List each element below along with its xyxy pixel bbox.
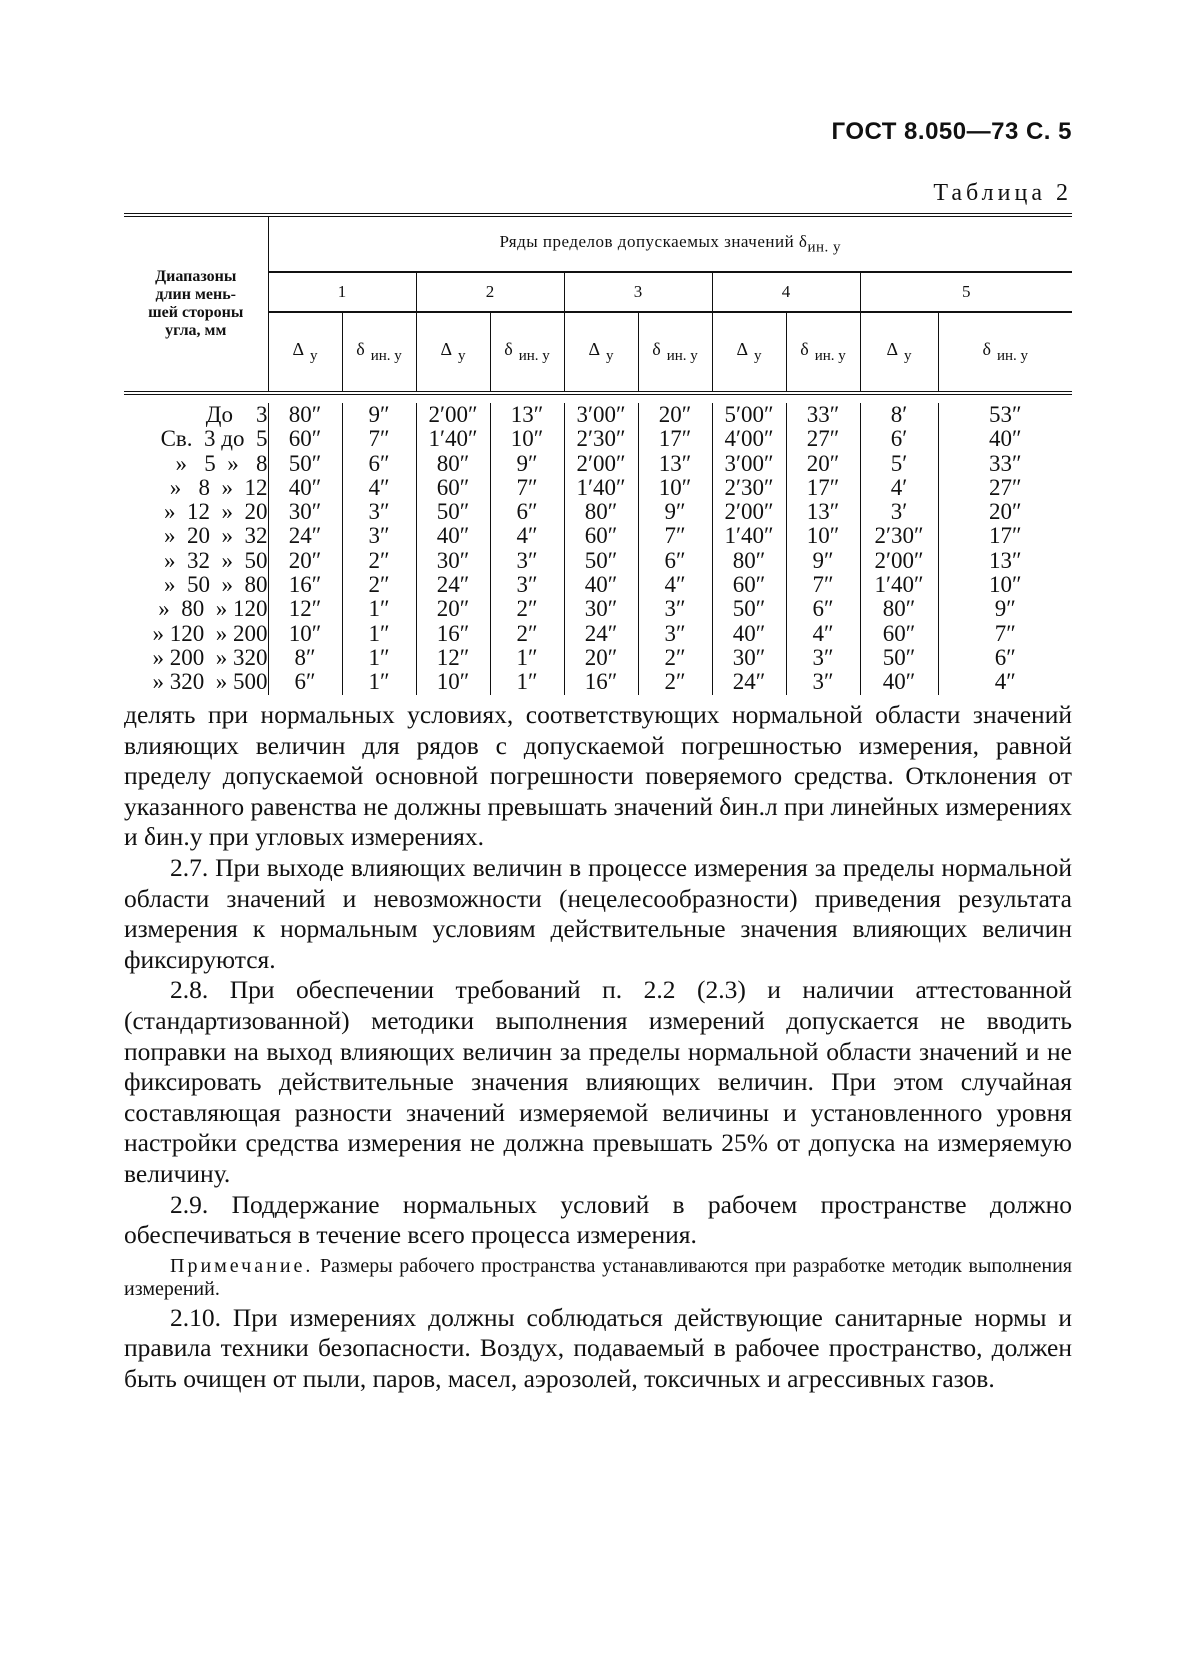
value-cell: 1′40″ (860, 573, 938, 597)
value-cell: 40″ (860, 670, 938, 694)
value-cell: 60″ (268, 427, 342, 451)
value-cell: 60″ (416, 476, 490, 500)
value-cell: 10″ (786, 524, 860, 548)
delta-header-2: Δ $_у$ (416, 312, 490, 393)
value-cell: 10″ (638, 476, 712, 500)
value-cell: 2″ (342, 573, 416, 597)
value-cell: 2″ (490, 622, 564, 646)
value-cell: 40″ (416, 524, 490, 548)
value-cell: 4′ (860, 476, 938, 500)
value-cell: 2″ (490, 597, 564, 621)
delta-header-5: Δ $_у$ (860, 312, 938, 393)
table-row (124, 500, 1072, 524)
delta-inu-header-1: δ $_{ин. у}$ (342, 312, 416, 393)
delta-header-1: Δ $_у$ (268, 312, 342, 393)
value-cell: 24″ (564, 622, 638, 646)
value-cell: 13″ (988, 547, 1022, 573)
value-cell: 2′00″ (416, 403, 490, 427)
value-cell: 30″ (416, 549, 490, 573)
note-text: Размеры рабочего пространства устанавливаются при разработке методик выполнения измерений. (124, 1254, 1072, 1300)
value-cell: 7″ (638, 524, 712, 548)
value-cell: 8′ (860, 403, 938, 427)
range-cell: » 80 » 120 (124, 597, 268, 621)
value-cell: 3′00″ (564, 403, 638, 427)
value-cell: 80″ (860, 597, 938, 621)
value-cell: 3″ (638, 622, 712, 646)
value-cell: 1″ (342, 670, 416, 694)
value-cell: 6″ (490, 500, 564, 524)
value-cell: 4″ (638, 573, 712, 597)
range-cell: » 320 » 500 (124, 670, 268, 694)
value-cell: 50″ (564, 549, 638, 573)
value-cell: 30″ (564, 597, 638, 621)
note-label: Примечание. (170, 1254, 314, 1277)
value-cell: 6″ (786, 597, 860, 621)
paragraph-2-10: 2.10. При измерениях должны соблюдаться действующие санитарные нормы и правила техники безопасности. Воздух, подаваемый в рабочее пространство, должен быть очищен от пыли, паров, масел, аэрозолей, токсичных и агрессивных газов. (124, 1302, 1072, 1393)
delta-inu-header-3: δ $_{ин. у}$ (638, 312, 712, 393)
value-cell: 50″ (268, 452, 342, 476)
value-cell: 50″ (860, 646, 938, 670)
value-cell: 60″ (712, 573, 786, 597)
value-cell: 13″ (638, 452, 712, 476)
value-cell: 7″ (490, 476, 564, 500)
value-cell: 9″ (638, 500, 712, 524)
range-cell: » 5 » 8 (124, 452, 268, 476)
value-cell: 40″ (564, 573, 638, 597)
value-cell: 24″ (268, 524, 342, 548)
table-row (124, 427, 1072, 451)
table-row (124, 476, 1072, 500)
value-cell: 50″ (416, 500, 490, 524)
value-cell: 6″ (638, 549, 712, 573)
value-cell: 27″ (786, 427, 860, 451)
table-label: Таблица 2 (933, 180, 1072, 206)
value-cell: 6″ (268, 670, 342, 694)
value-cell: 20″ (786, 452, 860, 476)
range-header: Диапазоны длин мень- шей стороны угла, мм (124, 217, 268, 393)
value-cell: 5′00″ (712, 403, 786, 427)
value-cell: 2′00″ (564, 452, 638, 476)
range-cell: » 12 » 20 (124, 500, 268, 524)
value-cell: 40″ (268, 476, 342, 500)
series-title: Ряды пределов допускаемых значений $\delta_{ин. у}$ (268, 217, 1072, 272)
delta-inu-header-2: δ $_{ин. у}$ (490, 312, 564, 393)
table-row (124, 403, 1072, 427)
value-cell: 7″ (786, 573, 860, 597)
note (124, 1255, 1072, 1301)
value-cell: 27″ (988, 474, 1022, 500)
value-cell: 4″ (342, 476, 416, 500)
value-cell: 12″ (268, 597, 342, 621)
value-cell: 1″ (490, 646, 564, 670)
series-number-2: 2 (416, 272, 564, 312)
value-cell: 2″ (638, 670, 712, 694)
value-cell: 1″ (490, 670, 564, 694)
value-cell: 80″ (416, 452, 490, 476)
range-cell: » 200 » 320 (124, 646, 268, 670)
paragraph-continuation: делять при нормальных условиях, соответствующих нормальной области значений влияющих величин для рядов с допускаемой погрешностью измерения, равной пределу допускаемой основной погрешности поверяемого средства. Отклонения от указанного равенства не должны превышать значений δин.л при линейных измерениях и δин.у при угловых измерениях. (124, 700, 1073, 852)
value-cell: 10″ (988, 572, 1022, 598)
value-cell: 2′00″ (860, 549, 938, 573)
delta-header-3: Δ $_у$ (564, 312, 638, 393)
paragraph-2-8: 2.8. При обеспечении требований п. 2.2 (2.3) и наличии аттестованной (стандартизованной) методики выполнения измерений допускается не вводить поправки на выход влияющих величин за пределы нормальной области значений и не фиксировать действительные значения влияющих величин. При этом случайная составляющая разности значений измеряемой величины и установленного уровня настройки средства измерения не должна превышать 25% от допуска на измеряемую величину. (124, 975, 1072, 1188)
value-cell: 3″ (786, 670, 860, 694)
value-cell: 9″ (490, 452, 564, 476)
value-cell: 6′ (860, 427, 938, 451)
value-cell: 60″ (860, 622, 938, 646)
value-cell: 1′40″ (564, 476, 638, 500)
value-cell: 3″ (490, 573, 564, 597)
value-cell: 20″ (268, 549, 342, 573)
value-cell: 17″ (786, 476, 860, 500)
value-cell: 10″ (416, 670, 490, 694)
body-text (124, 700, 1072, 1394)
value-cell: 80″ (564, 500, 638, 524)
table-row (124, 646, 1072, 670)
value-cell: 7″ (342, 427, 416, 451)
value-cell: 3″ (786, 646, 860, 670)
value-cell: 4″ (786, 622, 860, 646)
value-cell: 80″ (712, 549, 786, 573)
value-cell: 2′30″ (564, 427, 638, 451)
value-cell: 2′30″ (712, 476, 786, 500)
value-cell: 8″ (268, 646, 342, 670)
value-cell: 30″ (712, 646, 786, 670)
series-number-1: 1 (268, 272, 416, 312)
value-cell: 13″ (490, 403, 564, 427)
value-cell: 1″ (342, 597, 416, 621)
value-cell: 33″ (786, 403, 860, 427)
value-cell: 20″ (416, 597, 490, 621)
value-cell: 2″ (342, 549, 416, 573)
value-cell: 3″ (342, 524, 416, 548)
value-cell: 24″ (416, 573, 490, 597)
paragraph-2-9: 2.9. Поддержание нормальных условий в рабочем пространстве должно обеспечиваться в течение всего процесса измерения. (124, 1189, 1072, 1250)
value-cell: 17″ (988, 523, 1022, 549)
value-cell: 9″ (994, 596, 1016, 622)
delta-header-4: Δ $_у$ (712, 312, 786, 393)
value-cell: 16″ (268, 573, 342, 597)
value-cell: 16″ (564, 670, 638, 694)
series-number-4: 4 (712, 272, 860, 312)
value-cell: 4″ (490, 524, 564, 548)
table-row (124, 573, 1072, 597)
delta-inu-header-5: δ $_{ин. у}$ (982, 339, 1029, 364)
series-number-3: 3 (564, 272, 712, 312)
range-cell: До 3 (124, 403, 268, 427)
value-cell: 50″ (712, 597, 786, 621)
value-cell: 1′40″ (416, 427, 490, 451)
paragraph-2-7: 2.7. При выходе влияющих величин в процессе измерения за пределы нормальной области значений и невозможности (нецелесообразности) приведения результата измерения к нормальным условиям действительные значения влияющих величин фиксируются. (124, 852, 1072, 974)
value-cell: 2′30″ (860, 524, 938, 548)
value-cell: 1′40″ (712, 524, 786, 548)
value-cell: 16″ (416, 622, 490, 646)
range-cell: » 120 » 200 (124, 622, 268, 646)
value-cell: 17″ (638, 427, 712, 451)
value-cell: 20″ (988, 499, 1022, 525)
value-cell: 40″ (988, 426, 1022, 452)
value-cell: 6″ (994, 644, 1016, 670)
range-cell: Св. 3 до 5 (124, 427, 268, 451)
value-cell: 5′ (860, 452, 938, 476)
value-cell: 9″ (786, 549, 860, 573)
value-cell: 24″ (712, 670, 786, 694)
table-row (124, 452, 1072, 476)
value-cell: 13″ (786, 500, 860, 524)
tolerance-table (124, 213, 1072, 695)
delta-inu-header-4: δ $_{ин. у}$ (786, 312, 860, 393)
value-cell: 40″ (712, 622, 786, 646)
table-row (124, 549, 1072, 573)
value-cell: 7″ (994, 620, 1016, 646)
value-cell: 10″ (268, 622, 342, 646)
table-row (124, 524, 1072, 548)
range-cell: » 20 » 32 (124, 524, 268, 548)
value-cell: 1″ (342, 622, 416, 646)
table-row (124, 622, 1072, 646)
value-cell: 3′ (860, 500, 938, 524)
value-cell: 2′00″ (712, 500, 786, 524)
value-cell: 20″ (638, 403, 712, 427)
value-cell: 80″ (268, 403, 342, 427)
value-cell: 12″ (416, 646, 490, 670)
range-cell: » 32 » 50 (124, 549, 268, 573)
value-cell: 60″ (564, 524, 638, 548)
value-cell: 3″ (342, 500, 416, 524)
value-cell: 3″ (638, 597, 712, 621)
value-cell: 1″ (342, 646, 416, 670)
table-row (124, 597, 1072, 621)
value-cell: 20″ (564, 646, 638, 670)
value-cell: 6″ (342, 452, 416, 476)
value-cell: 33″ (988, 450, 1022, 476)
page-header: ГОСТ 8.050—73 С. 5 (831, 118, 1072, 145)
value-cell: 30″ (268, 500, 342, 524)
range-cell: » 8 » 12 (124, 476, 268, 500)
value-cell: 3″ (490, 549, 564, 573)
value-cell: 53″ (988, 402, 1022, 427)
value-cell: 4′00″ (712, 427, 786, 451)
value-cell: 10″ (490, 427, 564, 451)
value-cell: 3′00″ (712, 452, 786, 476)
value-cell: 4″ (994, 669, 1016, 695)
range-cell: » 50 » 80 (124, 573, 268, 597)
series-number-5: 5 (860, 272, 1072, 312)
value-cell: 9″ (342, 403, 416, 427)
value-cell: 2″ (638, 646, 712, 670)
table-row (124, 670, 1072, 694)
